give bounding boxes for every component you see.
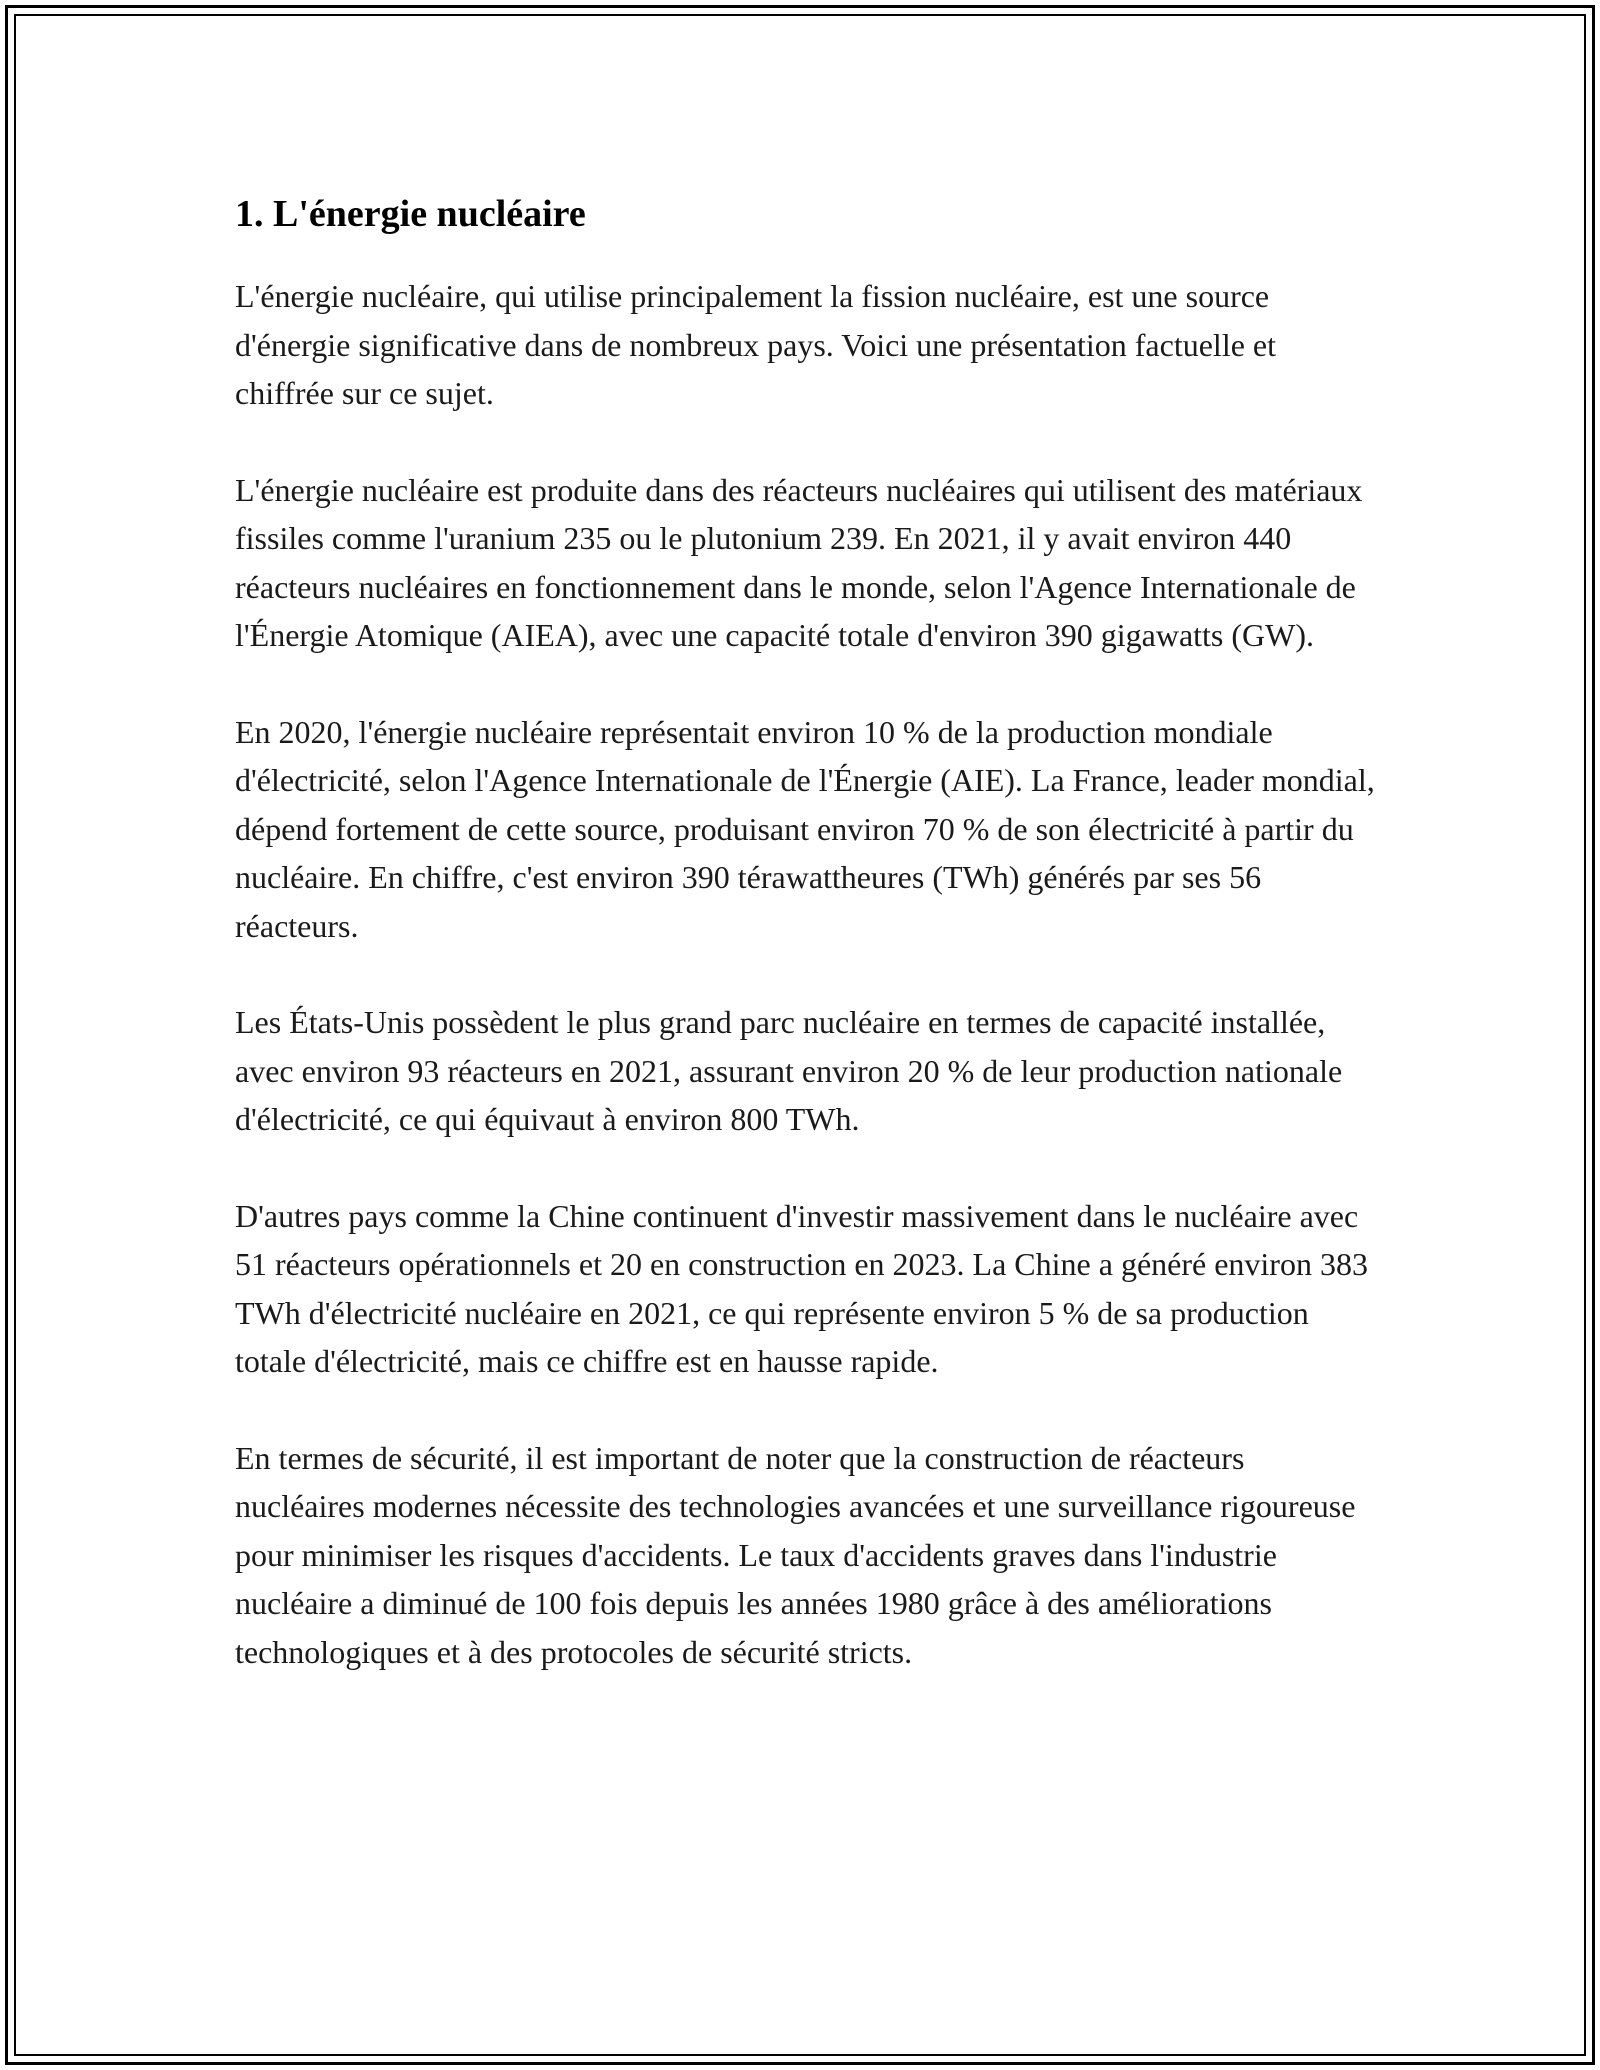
paragraph-safety: En termes de sécurité, il est important de noter que la construction de réacteurs nucléaires modernes nécessite des technologies avancées et une surveillance rigoureuse pour minimiser les risques d'accidents. Le taux d'accidents graves dans l'industrie nucléaire a diminué de 100 fois depuis les années 1980 grâce à des améliorations technologiques et à des protocoles de sécurité stricts. [235, 1439, 1356, 1670]
paragraph-france: En 2020, l'énergie nucléaire représentait environ 10 % de la production mondiale d'électricité, selon l'Agence Internationale de l'Énergie (AIE). La France, leader mondial, dépend fortement de cette source, produisant environ 70 % de son électricité à partir du nucléaire. En chiffre, c'est environ 390 térawattheures (TWh) générés par ses 56 réacteurs. [235, 713, 1375, 944]
document-body [235, 184, 1375, 1724]
paragraph-intro: L'énergie nucléaire, qui utilise principalement la fission nucléaire, est une source d'énergie significative dans de nombreux pays. Voici une présentation factuelle et chiffrée sur ce sujet. [235, 278, 1276, 411]
section-title: 1. L'énergie nucléaire [235, 193, 586, 235]
paragraph-china: D'autres pays comme la Chine continuent d'investir massivement dans le nucléaire avec 51 réacteurs opérationnels et 20 en construction en 2023. La Chine a généré environ 383 TWh d'électricité nucléaire en 2021, ce qui représente environ 5 % de sa production totale d'électricité, mais ce chiffre est en hausse rapide. [235, 1197, 1368, 1379]
paragraph-reactors-worldwide: L'énergie nucléaire est produite dans des réacteurs nucléaires qui utilisent des matériaux fissiles comme l'uranium 235 ou le plutonium 239. En 2021, il y avait environ 440 réacteurs nucléaires en fonctionnement dans le monde, selon l'Agence Internationale de l'Énergie Atomique (AIEA), avec une capacité totale d'environ 390 gigawatts (GW). [235, 471, 1363, 653]
paragraph-united-states: Les États-Unis possèdent le plus grand parc nucléaire en termes de capacité installée, avec environ 93 réacteurs en 2021, assurant environ 20 % de leur production nationale d'électricité, ce qui équivaut à environ 800 TWh. [235, 1004, 1343, 1137]
